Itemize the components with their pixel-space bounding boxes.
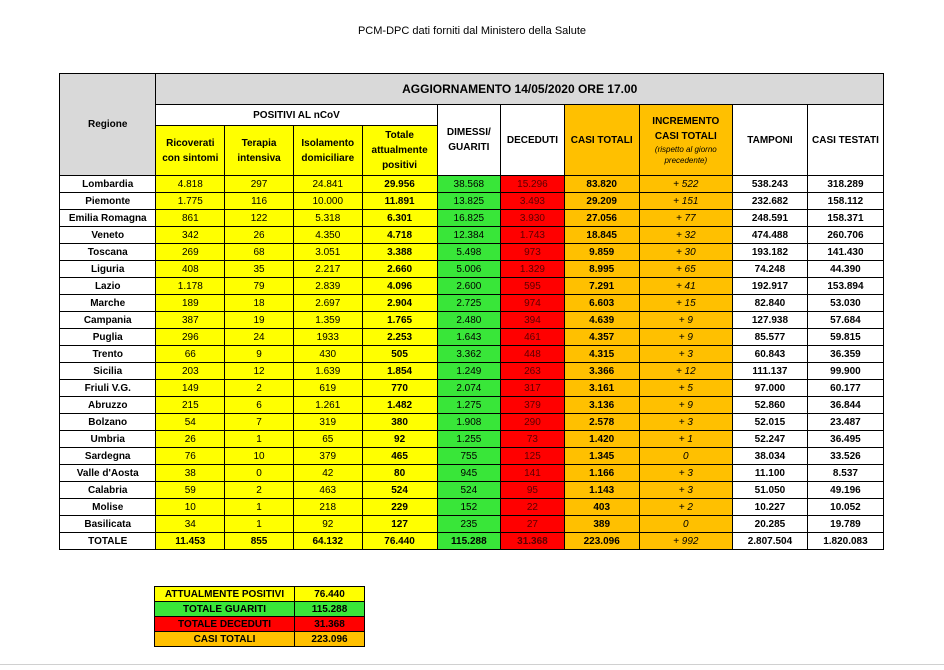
table-cell: 31.368 [501, 533, 565, 550]
table-cell: 42 [293, 465, 362, 482]
table-cell: 235 [437, 516, 501, 533]
table-cell: 19 [225, 312, 294, 329]
table-cell: 524 [437, 482, 501, 499]
table-cell: 0 [639, 516, 732, 533]
header-casi-testati: CASI TESTATI [807, 105, 883, 176]
summary-row [155, 617, 365, 632]
table-cell: 1.482 [362, 397, 437, 414]
table-cell: 1.765 [362, 312, 437, 329]
table-cell: 12.384 [437, 227, 501, 244]
table-cell: + 2 [639, 499, 732, 516]
table-cell: 10 [225, 448, 294, 465]
table-row [60, 363, 884, 380]
table-cell: 5.318 [293, 210, 362, 227]
covid-data-table [59, 73, 884, 550]
table-cell: 297 [225, 176, 294, 193]
table-cell: 97.000 [733, 380, 808, 397]
table-cell: + 3 [639, 465, 732, 482]
table-cell: 60.177 [807, 380, 883, 397]
table-cell: 85.577 [733, 329, 808, 346]
table-cell: 8.995 [564, 261, 639, 278]
table-cell: 248.591 [733, 210, 808, 227]
header-incremento-label: INCREMENTO CASI TOTALI [652, 116, 720, 142]
table-cell: 13.825 [437, 193, 501, 210]
table-cell: 11.100 [733, 465, 808, 482]
table-cell: 474.488 [733, 227, 808, 244]
region-name: Umbria [60, 431, 156, 448]
table-row [60, 227, 884, 244]
table-cell: 76.440 [362, 533, 437, 550]
table-cell: 317 [501, 380, 565, 397]
table-cell: 4.639 [564, 312, 639, 329]
table-cell: 83.820 [564, 176, 639, 193]
page-divider [0, 664, 944, 665]
table-cell: 1.639 [293, 363, 362, 380]
table-cell: 57.684 [807, 312, 883, 329]
region-name: Emilia Romagna [60, 210, 156, 227]
table-cell: 3.930 [501, 210, 565, 227]
table-cell: 430 [293, 346, 362, 363]
table-cell: 1 [225, 516, 294, 533]
table-cell: 2 [225, 380, 294, 397]
table-row [60, 176, 884, 193]
table-cell: 1.275 [437, 397, 501, 414]
region-name: Calabria [60, 482, 156, 499]
table-cell: 260.706 [807, 227, 883, 244]
document-title: PCM-DPC dati forniti dal Ministero della Salute [357, 25, 587, 37]
header-tamponi: TAMPONI [733, 105, 808, 176]
table-total-row [60, 533, 884, 550]
table-cell: + 3 [639, 414, 732, 431]
table-cell: 158.112 [807, 193, 883, 210]
table-cell: 127 [362, 516, 437, 533]
table-cell: 36.844 [807, 397, 883, 414]
region-name: TOTALE [60, 533, 156, 550]
table-cell: 524 [362, 482, 437, 499]
table-cell: 1.166 [564, 465, 639, 482]
summary-label: CASI TOTALI [155, 632, 295, 647]
table-cell: 92 [293, 516, 362, 533]
table-cell: 379 [501, 397, 565, 414]
table-cell: 38.034 [733, 448, 808, 465]
header-incremento-note: (rispetto al giorno precedente) [654, 145, 717, 165]
header-casi-totali: CASI TOTALI [564, 105, 639, 176]
table-cell: 5.498 [437, 244, 501, 261]
table-cell: 3.493 [501, 193, 565, 210]
table-row [60, 346, 884, 363]
table-cell: 2.807.504 [733, 533, 808, 550]
table-cell: 115.288 [437, 533, 501, 550]
table-cell: 342 [156, 227, 225, 244]
table-cell: 59 [156, 482, 225, 499]
table-cell: 6.603 [564, 295, 639, 312]
table-cell: 1.249 [437, 363, 501, 380]
table-cell: 158.371 [807, 210, 883, 227]
table-cell: 2.578 [564, 414, 639, 431]
summary-value: 223.096 [295, 632, 365, 647]
table-cell: 461 [501, 329, 565, 346]
table-cell: 0 [639, 448, 732, 465]
table-cell: 619 [293, 380, 362, 397]
table-cell: 2.600 [437, 278, 501, 295]
table-cell: 80 [362, 465, 437, 482]
table-cell: 218 [293, 499, 362, 516]
table-cell: 4.357 [564, 329, 639, 346]
table-cell: 2.217 [293, 261, 362, 278]
table-cell: 1.420 [564, 431, 639, 448]
table-cell: 9.859 [564, 244, 639, 261]
table-cell: 18.845 [564, 227, 639, 244]
header-update: AGGIORNAMENTO 14/05/2020 ORE 17.00 [156, 74, 884, 105]
table-cell: 15.296 [501, 176, 565, 193]
table-cell: 8.537 [807, 465, 883, 482]
table-cell: + 65 [639, 261, 732, 278]
table-cell: 36.495 [807, 431, 883, 448]
table-cell: 0 [225, 465, 294, 482]
table-cell: 403 [564, 499, 639, 516]
table-cell: 4.096 [362, 278, 437, 295]
table-cell: 36.359 [807, 346, 883, 363]
header-totale-positivi: Totale attualmente positivi [362, 126, 437, 176]
table-cell: 127.938 [733, 312, 808, 329]
table-cell: 269 [156, 244, 225, 261]
table-cell: 29.956 [362, 176, 437, 193]
header-dimessi: DIMESSI/ GUARITI [437, 105, 501, 176]
table-cell: 855 [225, 533, 294, 550]
table-cell: 1.178 [156, 278, 225, 295]
table-cell: 11.453 [156, 533, 225, 550]
header-deceduti: DECEDUTI [501, 105, 565, 176]
table-cell: 1.775 [156, 193, 225, 210]
summary-value: 76.440 [295, 587, 365, 602]
table-cell: 1.854 [362, 363, 437, 380]
table-cell: + 3 [639, 346, 732, 363]
region-name: Marche [60, 295, 156, 312]
table-cell: 49.196 [807, 482, 883, 499]
table-cell: 125 [501, 448, 565, 465]
table-cell: 38 [156, 465, 225, 482]
table-cell: 20.285 [733, 516, 808, 533]
table-cell: 319 [293, 414, 362, 431]
table-cell: 2.839 [293, 278, 362, 295]
table-cell: 193.182 [733, 244, 808, 261]
table-cell: 33.526 [807, 448, 883, 465]
table-cell: 7 [225, 414, 294, 431]
table-cell: + 41 [639, 278, 732, 295]
table-cell: 7.291 [564, 278, 639, 295]
table-cell: 379 [293, 448, 362, 465]
table-cell: + 992 [639, 533, 732, 550]
table-row [60, 448, 884, 465]
summary-label: TOTALE DECEDUTI [155, 617, 295, 632]
table-cell: + 1 [639, 431, 732, 448]
summary-row [155, 632, 365, 647]
table-cell: 11.891 [362, 193, 437, 210]
table-cell: 76 [156, 448, 225, 465]
table-cell: 16.825 [437, 210, 501, 227]
header-isolamento: Isolamento domiciliare [293, 126, 362, 176]
table-cell: 23.487 [807, 414, 883, 431]
table-cell: 3.161 [564, 380, 639, 397]
table-cell: 408 [156, 261, 225, 278]
region-name: Lazio [60, 278, 156, 295]
table-cell: 38.568 [437, 176, 501, 193]
table-cell: + 151 [639, 193, 732, 210]
table-cell: 12 [225, 363, 294, 380]
table-row [60, 312, 884, 329]
table-cell: 232.682 [733, 193, 808, 210]
table-cell: 1.643 [437, 329, 501, 346]
summary-value: 115.288 [295, 602, 365, 617]
table-cell: 34 [156, 516, 225, 533]
table-cell: 389 [564, 516, 639, 533]
table-cell: 296 [156, 329, 225, 346]
table-cell: 99.900 [807, 363, 883, 380]
table-cell: 149 [156, 380, 225, 397]
table-cell: + 30 [639, 244, 732, 261]
table-cell: 27.056 [564, 210, 639, 227]
table-cell: 9 [225, 346, 294, 363]
region-name: Toscana [60, 244, 156, 261]
header-ricoverati: Ricoverati con sintomi [156, 126, 225, 176]
table-cell: 6 [225, 397, 294, 414]
table-cell: 2.480 [437, 312, 501, 329]
region-name: Lombardia [60, 176, 156, 193]
table-cell: 229 [362, 499, 437, 516]
table-cell: 22 [501, 499, 565, 516]
table-cell: 51.050 [733, 482, 808, 499]
table-cell: 10 [156, 499, 225, 516]
summary-row [155, 602, 365, 617]
table-cell: 74.248 [733, 261, 808, 278]
table-cell: 973 [501, 244, 565, 261]
region-name: Abruzzo [60, 397, 156, 414]
table-cell: 215 [156, 397, 225, 414]
region-name: Molise [60, 499, 156, 516]
table-cell: 92 [362, 431, 437, 448]
table-cell: 59.815 [807, 329, 883, 346]
table-row [60, 295, 884, 312]
table-cell: 3.366 [564, 363, 639, 380]
table-cell: 4.315 [564, 346, 639, 363]
table-cell: 394 [501, 312, 565, 329]
table-row [60, 465, 884, 482]
table-cell: 3.136 [564, 397, 639, 414]
region-name: Veneto [60, 227, 156, 244]
table-row [60, 193, 884, 210]
table-cell: 290 [501, 414, 565, 431]
table-cell: 203 [156, 363, 225, 380]
table-cell: 1.743 [501, 227, 565, 244]
table-cell: 29.209 [564, 193, 639, 210]
table-cell: 10.052 [807, 499, 883, 516]
region-name: Piemonte [60, 193, 156, 210]
table-cell: 2 [225, 482, 294, 499]
table-row [60, 261, 884, 278]
region-name: Puglia [60, 329, 156, 346]
table-cell: 1.329 [501, 261, 565, 278]
table-cell: 387 [156, 312, 225, 329]
summary-table [154, 586, 365, 647]
table-cell: 770 [362, 380, 437, 397]
table-cell: 4.350 [293, 227, 362, 244]
table-cell: 1933 [293, 329, 362, 346]
table-cell: + 15 [639, 295, 732, 312]
table-cell: 52.860 [733, 397, 808, 414]
table-cell: 68 [225, 244, 294, 261]
table-cell: 223.096 [564, 533, 639, 550]
table-cell: 3.051 [293, 244, 362, 261]
region-name: Liguria [60, 261, 156, 278]
summary-label: TOTALE GUARITI [155, 602, 295, 617]
table-cell: + 9 [639, 397, 732, 414]
table-cell: 3.362 [437, 346, 501, 363]
table-cell: 1.255 [437, 431, 501, 448]
table-cell: 65 [293, 431, 362, 448]
table-cell: 60.843 [733, 346, 808, 363]
table-cell: + 9 [639, 329, 732, 346]
table-cell: 6.301 [362, 210, 437, 227]
table-cell: 66 [156, 346, 225, 363]
region-name: Sicilia [60, 363, 156, 380]
summary-label: ATTUALMENTE POSITIVI [155, 587, 295, 602]
table-cell: 465 [362, 448, 437, 465]
table-cell: 2.253 [362, 329, 437, 346]
table-cell: + 3 [639, 482, 732, 499]
table-cell: 505 [362, 346, 437, 363]
table-cell: 448 [501, 346, 565, 363]
table-row [60, 397, 884, 414]
table-cell: 152 [437, 499, 501, 516]
table-row [60, 210, 884, 227]
table-cell: 4.818 [156, 176, 225, 193]
table-cell: 10.000 [293, 193, 362, 210]
table-cell: 1.261 [293, 397, 362, 414]
table-cell: 1.143 [564, 482, 639, 499]
table-cell: + 9 [639, 312, 732, 329]
table-cell: 1 [225, 431, 294, 448]
table-row [60, 329, 884, 346]
header-regione: Regione [60, 74, 156, 176]
table-cell: 18 [225, 295, 294, 312]
table-cell: 73 [501, 431, 565, 448]
table-cell: 2.725 [437, 295, 501, 312]
region-name: Sardegna [60, 448, 156, 465]
table-cell: + 5 [639, 380, 732, 397]
table-cell: 595 [501, 278, 565, 295]
table-cell: 318.289 [807, 176, 883, 193]
table-cell: 52.247 [733, 431, 808, 448]
table-row [60, 431, 884, 448]
region-name: Campania [60, 312, 156, 329]
table-row [60, 499, 884, 516]
table-cell: 153.894 [807, 278, 883, 295]
table-cell: 380 [362, 414, 437, 431]
table-cell: 95 [501, 482, 565, 499]
table-cell: 116 [225, 193, 294, 210]
header-incremento [639, 105, 732, 176]
table-cell: + 77 [639, 210, 732, 227]
table-cell: + 12 [639, 363, 732, 380]
table-row [60, 516, 884, 533]
table-cell: + 32 [639, 227, 732, 244]
table-cell: 3.388 [362, 244, 437, 261]
table-cell: 24.841 [293, 176, 362, 193]
table-cell: 755 [437, 448, 501, 465]
table-cell: 26 [225, 227, 294, 244]
table-cell: 82.840 [733, 295, 808, 312]
table-cell: 111.137 [733, 363, 808, 380]
table-cell: 263 [501, 363, 565, 380]
region-name: Bolzano [60, 414, 156, 431]
summary-row [155, 587, 365, 602]
table-cell: 463 [293, 482, 362, 499]
table-cell: 189 [156, 295, 225, 312]
table-cell: 52.015 [733, 414, 808, 431]
table-cell: 26 [156, 431, 225, 448]
table-cell: 945 [437, 465, 501, 482]
table-cell: 974 [501, 295, 565, 312]
table-cell: 2.074 [437, 380, 501, 397]
table-row [60, 414, 884, 431]
table-cell: 1.359 [293, 312, 362, 329]
table-cell: 24 [225, 329, 294, 346]
table-cell: 1.345 [564, 448, 639, 465]
table-cell: 27 [501, 516, 565, 533]
table-cell: 122 [225, 210, 294, 227]
table-cell: 141.430 [807, 244, 883, 261]
table-row [60, 244, 884, 261]
table-cell: 1 [225, 499, 294, 516]
region-name: Friuli V.G. [60, 380, 156, 397]
table-cell: 35 [225, 261, 294, 278]
header-positivi-group: POSITIVI AL nCoV [156, 105, 437, 126]
table-cell: 538.243 [733, 176, 808, 193]
table-cell: 10.227 [733, 499, 808, 516]
table-cell: 4.718 [362, 227, 437, 244]
summary-value: 31.368 [295, 617, 365, 632]
table-cell: 53.030 [807, 295, 883, 312]
table-cell: 2.904 [362, 295, 437, 312]
table-cell: 1.820.083 [807, 533, 883, 550]
table-cell: 64.132 [293, 533, 362, 550]
table-cell: 861 [156, 210, 225, 227]
table-row [60, 278, 884, 295]
table-cell: 44.390 [807, 261, 883, 278]
region-name: Basilicata [60, 516, 156, 533]
table-cell: 54 [156, 414, 225, 431]
table-cell: 192.917 [733, 278, 808, 295]
table-cell: 2.660 [362, 261, 437, 278]
table-cell: 141 [501, 465, 565, 482]
table-row [60, 482, 884, 499]
region-name: Valle d'Aosta [60, 465, 156, 482]
table-cell: + 522 [639, 176, 732, 193]
table-row [60, 380, 884, 397]
region-name: Trento [60, 346, 156, 363]
table-cell: 1.908 [437, 414, 501, 431]
table-cell: 5.006 [437, 261, 501, 278]
table-cell: 19.789 [807, 516, 883, 533]
header-terapia: Terapia intensiva [225, 126, 294, 176]
table-cell: 79 [225, 278, 294, 295]
table-cell: 2.697 [293, 295, 362, 312]
